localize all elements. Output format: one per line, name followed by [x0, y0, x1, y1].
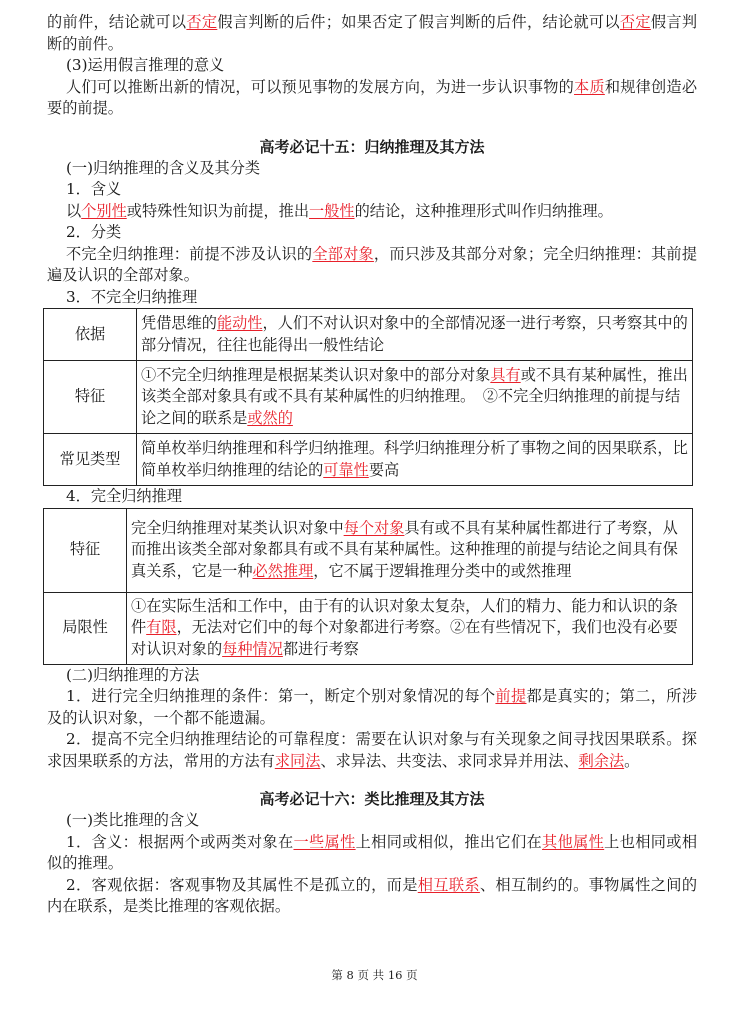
text: 2．提高不完全归纳推理结论的可靠程度：需要在认识对象与有关现象之间寻找因果联系。探求因果联系的方法，常用的方法有 — [47, 730, 697, 770]
text: ①不完全归纳推理是根据某类认识对象中的部分对象 — [141, 365, 491, 384]
text: ①在实际生活和工作中，由于有的认识对象太复杂，人们的精力、能力和认识的条件 — [131, 596, 678, 637]
text: 简单枚举归纳推理和科学归纳推理。科学归纳推理分析了事物之间的因果联系，比简单枚举归纳推理的结论的 — [141, 439, 688, 479]
text: 和规律创造必要的前提。 — [47, 77, 698, 117]
table-row — [44, 592, 693, 664]
keyword-highlight: 否定 — [619, 13, 651, 31]
text: 以 — [66, 201, 82, 220]
text: 的结论，这种推理形式叫作归纳推理。 — [354, 201, 613, 220]
text: 具有或不具有某种属性都进行了考察，从而推出该类全部对象都具有或不具有某种属性。这种推理的前提与结论之间具有保真关系，它是一种 — [131, 518, 678, 580]
text: 假言判断的前件。 — [47, 13, 698, 53]
paragraph-definition — [47, 201, 697, 223]
keyword-highlight: 或然的 — [247, 408, 293, 427]
part-heading-induction-meaning: (一)归纳推理的含义及其分类 — [66, 158, 261, 177]
text: 或不具有某种属性，推出该类全部对象具有或不具有某种属性的归纳推理。 ②不完全归纳推理的前提与结论之间的联系是 — [141, 365, 688, 427]
text: 要高 — [368, 460, 400, 479]
row-label: 特征 — [44, 361, 137, 434]
keyword-highlight: 否定 — [186, 13, 218, 31]
item-heading-incomplete-induction: 3．不完全归纳推理 — [66, 287, 198, 306]
row-content — [137, 434, 693, 486]
keyword-highlight: 一些属性 — [293, 832, 356, 851]
text: 或特殊性知识为前提，推出 — [126, 201, 309, 220]
table-row — [44, 434, 693, 486]
table-row — [44, 508, 693, 592]
text: 都进行考察 — [282, 639, 359, 658]
text: 完全归纳推理对某类认识对象中 — [131, 518, 344, 537]
text: 上相同或相似，推出它们在 — [355, 832, 543, 851]
keyword-highlight: 能动性 — [216, 314, 263, 332]
row-label: 常见类型 — [44, 434, 137, 486]
text: 凭借思维的 — [141, 314, 217, 332]
text: 、求异法、共变法、求同求异并用法、 — [320, 751, 579, 770]
row-content — [137, 309, 693, 361]
keyword-highlight: 本质 — [574, 77, 605, 96]
keyword-highlight: 必然推理 — [252, 561, 314, 580]
text: 都是真实的；第二，所涉及的认识对象，一个都不能遗漏。 — [47, 687, 698, 727]
text: 人们可以推断出新的情况，可以预见事物的发展方向，为进一步认识事物的 — [66, 77, 575, 96]
text: ，无法对它们中的每个对象都进行考察。②在有些情况下，我们也没有必要对认识对象的 — [131, 618, 678, 658]
paragraph-hypothetical-conclusion — [47, 12, 697, 55]
keyword-highlight: 每个对象 — [343, 518, 405, 537]
page-number-footer: 第 8 页 共 16 页 — [331, 968, 418, 982]
keyword-highlight: 可靠性 — [323, 460, 369, 479]
subheading-significance: (3)运用假言推理的意义 — [66, 56, 225, 74]
table-row — [44, 309, 693, 361]
row-content — [127, 508, 693, 592]
row-label: 特征 — [44, 508, 127, 592]
item-heading-complete-induction: 4．完全归纳推理 — [66, 487, 182, 505]
paragraph-method-1 — [47, 686, 697, 729]
text: ，而只涉及其部分对象；完全归纳推理：其前提遍及认识的全部对象。 — [47, 244, 698, 284]
row-label: 局限性 — [44, 592, 127, 664]
keyword-highlight: 前提 — [495, 687, 527, 705]
item-heading-classification: 2．分类 — [66, 223, 122, 241]
keyword-highlight: 每种情况 — [222, 639, 283, 658]
text: 1．进行完全归纳推理的条件：第一，断定个别对象情况的每个 — [66, 687, 496, 705]
keyword-highlight: 其他属性 — [542, 832, 605, 851]
row-content — [127, 592, 693, 664]
document-page — [47, 12, 697, 918]
keyword-highlight: 有限 — [146, 618, 177, 637]
keyword-highlight: 一般性 — [309, 201, 355, 220]
paragraph-method-2 — [47, 729, 697, 772]
incomplete-induction-table — [43, 308, 693, 486]
keyword-highlight: 剩余法 — [578, 751, 625, 770]
text: 、相互制约的。事物属性之间的内在联系，是类比推理的客观依据。 — [47, 875, 698, 915]
text: 1．含义：根据两个或两类对象在 — [66, 832, 294, 851]
table-row — [44, 361, 693, 434]
section-title-16: 高考必记十六：类比推理及其方法 — [259, 790, 485, 808]
text: 2．客观依据：客观事物及其属性不是孤立的，而是 — [66, 875, 418, 894]
text: ，它不属于逻辑推理分类中的或然推理 — [313, 561, 572, 580]
row-content — [137, 361, 693, 434]
paragraph-classification — [47, 244, 697, 287]
text: 的前件，结论就可以 — [47, 13, 187, 31]
section-title-15: 高考必记十五：归纳推理及其方法 — [259, 137, 485, 156]
keyword-highlight: 求同法 — [274, 751, 321, 770]
text: 不完全归纳推理：前提不涉及认识的 — [66, 244, 313, 263]
paragraph-significance — [47, 77, 697, 120]
text: 上也相同或相似的推理。 — [47, 832, 698, 872]
item-heading-meaning: 1．含义 — [66, 180, 122, 198]
complete-induction-table — [43, 508, 693, 665]
text: 。 — [624, 751, 640, 770]
keyword-highlight: 全部对象 — [312, 244, 374, 263]
text: 假言判断的后件；如果否定了假言判断的后件，结论就可以 — [217, 13, 620, 31]
keyword-highlight: 具有 — [490, 365, 521, 384]
paragraph-analogy-basis — [47, 875, 697, 918]
keyword-highlight: 相互联系 — [417, 875, 480, 894]
part-heading-analogy-meaning: (一)类比推理的含义 — [66, 811, 200, 829]
keyword-highlight: 个别性 — [81, 201, 127, 220]
row-label: 依据 — [44, 309, 137, 361]
paragraph-analogy-definition — [47, 832, 697, 875]
text: ，人们不对认识对象中的全部情况逐一进行考察，只考察其中的部分情况，往往也能得出一般性结论 — [141, 314, 688, 354]
part-heading-induction-methods: (二)归纳推理的方法 — [66, 665, 200, 684]
